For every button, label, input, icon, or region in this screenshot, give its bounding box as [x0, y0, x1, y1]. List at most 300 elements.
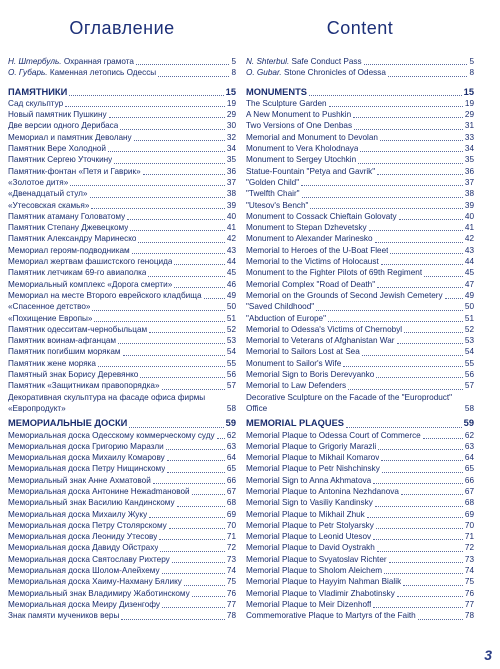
entry-page-number: 33: [464, 132, 474, 142]
toc-entry[interactable]: [246, 509, 474, 520]
entry-title: Decorative Sculpture on the Facade of the "Europroduct" Office: [246, 392, 453, 413]
entry-title: Memorial Plaque to Svyatoslav Richter: [246, 554, 387, 564]
entry-page-number: 46: [226, 279, 236, 289]
toc-entry[interactable]: [246, 392, 474, 415]
entry-page-number: 43: [226, 245, 236, 255]
dot-leader: [418, 619, 463, 620]
entry-page-number: 5: [231, 57, 236, 66]
toc-entry[interactable]: [246, 120, 474, 131]
dot-leader: [397, 343, 463, 344]
toc-section-heading[interactable]: [246, 418, 474, 429]
dot-leader: [354, 129, 463, 130]
toc-entry[interactable]: [8, 441, 236, 452]
toc-entry[interactable]: [246, 233, 474, 244]
dot-leader: [159, 539, 225, 540]
dot-leader: [328, 321, 463, 322]
toc-entry[interactable]: [246, 452, 474, 463]
toc-entry[interactable]: [246, 200, 474, 211]
toc-entry[interactable]: [8, 290, 236, 301]
dot-leader: [373, 539, 463, 540]
dot-leader: [153, 483, 225, 484]
toc-entry[interactable]: [8, 531, 236, 542]
entry-title: Новый памятник Пушкину: [8, 110, 107, 120]
entry-page-number: 71: [464, 532, 474, 542]
entry-page-number: 8: [231, 68, 236, 78]
toc-entry[interactable]: [246, 279, 474, 290]
toc-section-heading[interactable]: [8, 418, 236, 429]
entry-page-number: 40: [226, 211, 236, 221]
toc-entry[interactable]: [246, 475, 474, 486]
toc-entry[interactable]: [8, 109, 236, 120]
dot-leader: [375, 506, 463, 507]
dot-leader: [120, 129, 225, 130]
dot-leader: [167, 472, 225, 473]
toc-entry[interactable]: [8, 430, 236, 441]
toc-entry[interactable]: [8, 358, 236, 369]
toc-entry[interactable]: [8, 166, 236, 177]
entry-page-number: 31: [464, 121, 474, 131]
toc-entry[interactable]: [246, 324, 474, 335]
entry-title: Memorial on the Grounds of Second Jewish Cemetery: [246, 290, 443, 300]
entry-title: «Двенадцатый стул»: [8, 189, 88, 199]
toc-entry[interactable]: [246, 222, 474, 233]
toc-entry[interactable]: [246, 599, 474, 610]
toc-entry[interactable]: [8, 188, 236, 199]
toc-entry[interactable]: [8, 599, 236, 610]
entry-page-number: 65: [464, 464, 474, 474]
entry-page-number: 69: [464, 509, 474, 519]
toc-entry[interactable]: [246, 256, 474, 267]
entry-page-number: 50: [226, 302, 236, 312]
entry-page-number: 47: [464, 279, 474, 289]
entry-title-text: Safe Conduct Pass: [291, 57, 362, 66]
toc-entry[interactable]: [246, 358, 474, 369]
toc-entry[interactable]: [246, 143, 474, 154]
entry-page-number: 62: [226, 430, 236, 440]
entry-page-number: 38: [464, 189, 474, 199]
entry-page-number: 45: [464, 268, 474, 278]
entry-title: [8, 67, 156, 78]
toc-entry[interactable]: [8, 565, 236, 576]
toc-entry[interactable]: [8, 576, 236, 587]
dot-leader: [362, 355, 463, 356]
entry-title: Мемориальная доска Петру Нищинскому: [8, 464, 166, 474]
dot-leader: [138, 242, 224, 243]
entry-title: «Утесовская скамья»: [8, 200, 90, 210]
toc-entry[interactable]: [8, 301, 236, 312]
entry-title: Памятник Вере Холодной: [8, 144, 107, 154]
entry-title: Памятник воинам-афганцам: [8, 336, 117, 346]
toc-column-russian: [8, 0, 236, 622]
entry-title: ПАМЯТНИКИ: [8, 86, 68, 97]
toc-entry[interactable]: [8, 380, 236, 391]
toc-entry[interactable]: [246, 486, 474, 497]
toc-intro-entry[interactable]: [8, 56, 236, 67]
entry-title: Мемориальная доска Михаилу Комарову: [8, 453, 165, 463]
entry-title: Мемориальная доска Михаилу Жуку: [8, 509, 148, 519]
entry-page-number: 66: [464, 475, 474, 485]
dot-leader: [123, 355, 225, 356]
dot-leader: [177, 506, 225, 507]
dot-leader: [397, 596, 463, 597]
entry-title: "Utesov's Bench": [246, 200, 309, 210]
toc-entry[interactable]: [246, 290, 474, 301]
entry-title: Memorial Plaque to Sholom Aleichem: [246, 566, 383, 576]
dot-leader: [381, 264, 463, 265]
entry-page-number: 36: [464, 166, 474, 176]
toc-entry[interactable]: [246, 554, 474, 565]
entry-page-number: 35: [226, 155, 236, 165]
toc-entry[interactable]: [8, 267, 236, 278]
toc-entry[interactable]: [8, 610, 236, 621]
entry-title: Мемориальная доска Святославу Рихтеру: [8, 554, 170, 564]
entry-title: Памятник Александру Маринеско: [8, 234, 137, 244]
entry-author: O. Gubar.: [246, 68, 282, 78]
toc-entry[interactable]: [8, 313, 236, 324]
entry-title: Памятник атаману Головатому: [8, 211, 126, 221]
spacer: [8, 79, 236, 83]
toc-intro-entry[interactable]: [8, 67, 236, 78]
toc-entry[interactable]: [8, 475, 236, 486]
dot-leader: [358, 163, 463, 164]
entry-page-number: 77: [464, 599, 474, 609]
dot-leader: [388, 76, 468, 77]
dot-leader: [70, 185, 225, 186]
entry-page-number: 40: [464, 211, 474, 221]
toc-entry[interactable]: [8, 369, 236, 380]
entry-page-number: 76: [226, 588, 236, 598]
toc-entry[interactable]: [246, 154, 474, 165]
dot-leader: [382, 472, 463, 473]
dot-leader: [166, 449, 225, 450]
entry-title: Мемориальный знак Анне Ахматовой: [8, 475, 151, 485]
dot-leader: [360, 151, 462, 152]
entry-title: Памятник летчикам 69-го авиаполка: [8, 268, 147, 278]
entry-title: Мемориал жертвам фашистского геноцида: [8, 257, 173, 267]
toc-entry[interactable]: [246, 98, 474, 109]
dot-leader: [130, 230, 225, 231]
toc-entry[interactable]: [246, 576, 474, 587]
entry-page-number: 35: [464, 155, 474, 165]
entry-title: Знак памяти мучеников веры: [8, 611, 120, 621]
dot-leader: [424, 276, 463, 277]
dot-leader: [92, 310, 224, 311]
dot-leader: [143, 174, 225, 175]
toc-entry[interactable]: [8, 132, 236, 143]
toc-entry[interactable]: [8, 98, 236, 109]
entry-title: "Saved Childhood": [246, 302, 315, 312]
toc-entry[interactable]: [8, 497, 236, 508]
toc-entry[interactable]: [8, 324, 236, 335]
dot-leader: [309, 95, 462, 96]
entry-page-number: 51: [464, 313, 474, 323]
entry-page-number: 75: [464, 577, 474, 587]
entry-title: Memorial Sign to Boris Derevyanko: [246, 370, 375, 380]
entry-title: Декоративная скульптура на фасаде офиса фирмы «Европродукт»: [8, 392, 206, 413]
entry-page-number: 56: [464, 370, 474, 380]
dot-leader: [401, 494, 463, 495]
toc-entry[interactable]: [246, 588, 474, 599]
dot-leader: [381, 460, 463, 461]
entry-title: Memorial Plaque to Mikhail Komarov: [246, 453, 380, 463]
dot-leader: [136, 64, 230, 65]
entry-title: «Похищение Европы»: [8, 313, 93, 323]
entry-title: Monument to Vera Kholodnaya: [246, 144, 359, 154]
toc-entry[interactable]: [8, 346, 236, 357]
entry-title-text: Stone Chronicles of Odessa: [283, 68, 386, 78]
entry-title: Мемориальный знак Василию Кандинскому: [8, 498, 175, 508]
entry-title: "Golden Child": [246, 177, 300, 187]
toc-entry[interactable]: [246, 380, 474, 391]
entry-page-number: 5: [469, 57, 474, 66]
dot-leader: [160, 551, 224, 552]
dot-leader: [301, 185, 463, 186]
toc-entry[interactable]: [8, 542, 236, 553]
entry-page-number: 67: [226, 486, 236, 496]
dot-leader: [377, 287, 463, 288]
entry-title: Memorial to the Victims of Holocaust: [246, 257, 379, 267]
entry-title: Memorial Plaque to Petr Nishchinsky: [246, 464, 380, 474]
entry-page-number: 42: [464, 234, 474, 244]
entry-title: Памятник погибшим морякам: [8, 347, 121, 357]
entry-page-number: 74: [464, 566, 474, 576]
dot-leader: [376, 377, 463, 378]
toc-entry[interactable]: [246, 346, 474, 357]
entry-author: Н. Штербуль.: [8, 57, 62, 66]
toc-entry[interactable]: [246, 109, 474, 120]
entry-title: Мемориальный знак Владимиру Жаботинскому: [8, 588, 190, 598]
dot-leader: [162, 607, 225, 608]
entry-page-number: 53: [464, 336, 474, 346]
entry-page-number: 56: [226, 370, 236, 380]
toc-entry[interactable]: [246, 211, 474, 222]
entry-title: A New Monument to Pushkin: [246, 110, 352, 120]
entry-page-number: 49: [464, 290, 474, 300]
entry-title: Memorial Plaque to Meir Dizenhoff: [246, 599, 372, 609]
entry-title: Мемориальная доска Леониду Утесову: [8, 532, 158, 542]
toc-entry[interactable]: [8, 463, 236, 474]
toc-entry[interactable]: [246, 166, 474, 177]
dot-leader: [310, 208, 462, 209]
entry-page-number: 32: [226, 132, 236, 142]
toc-entry[interactable]: [8, 335, 236, 346]
toc-entry[interactable]: [246, 301, 474, 312]
toc-entry[interactable]: [246, 430, 474, 441]
toc-section-heading[interactable]: [8, 87, 236, 98]
dot-leader: [167, 460, 225, 461]
entry-title: Monument to Sailor's Wife: [246, 358, 342, 368]
entry-page-number: 65: [226, 464, 236, 474]
entry-title: MONUMENTS: [246, 86, 307, 97]
dot-leader: [184, 585, 225, 586]
entry-page-number: 57: [226, 381, 236, 391]
dot-leader: [174, 264, 224, 265]
entry-page-number: 30: [226, 121, 236, 131]
toc-section-heading[interactable]: [246, 87, 474, 98]
entry-title: «Золотое дитя»: [8, 177, 69, 187]
toc-entry[interactable]: [8, 177, 236, 188]
toc-intro-entry[interactable]: [246, 67, 474, 78]
page-title: Оглавление: [69, 17, 175, 38]
toc-entry[interactable]: [8, 588, 236, 599]
toc-entry[interactable]: [246, 610, 474, 621]
toc-intro-entry[interactable]: [246, 56, 474, 67]
entry-page-number: 42: [226, 234, 236, 244]
entry-title: Memorial Plaque to Petr Stolyarsky: [246, 520, 374, 530]
entry-page-number: 34: [226, 144, 236, 154]
entry-title: Мемориальная доска Григорию Маразли: [8, 441, 164, 451]
dot-leader: [376, 528, 463, 529]
toc-entries: [246, 56, 474, 622]
dot-leader: [329, 106, 463, 107]
entry-page-number: 19: [464, 98, 474, 108]
entry-title-text: Охранная грамота: [63, 57, 134, 66]
entry-title: Memorial Plaque to Grigoriy Marazli: [246, 441, 377, 451]
entry-page-number: 37: [464, 177, 474, 187]
entry-title: Memorial Complex "Road of Death": [246, 279, 376, 289]
entry-title: Мемориал героям-подводникам: [8, 245, 130, 255]
entry-title: Memorial Plaque to Vladimir Zhabotinsky: [246, 588, 395, 598]
entry-title: Памятник жене моряка: [8, 358, 96, 368]
entry-title: Monument to Sergey Utochkin: [246, 155, 357, 165]
entry-page-number: 43: [464, 245, 474, 255]
entry-page-number: 69: [226, 509, 236, 519]
entry-page-number: 70: [464, 520, 474, 530]
dot-leader: [378, 449, 463, 450]
entry-page-number: 54: [226, 347, 236, 357]
dot-leader: [302, 197, 463, 198]
entry-title: Memorial Plaque to Odessa Court of Commerce: [246, 430, 421, 440]
dot-leader: [316, 310, 463, 311]
toc-entry[interactable]: [246, 531, 474, 542]
entry-page-number: 52: [226, 324, 236, 334]
toc-entry[interactable]: [8, 154, 236, 165]
dot-leader: [174, 287, 225, 288]
dot-leader: [108, 151, 225, 152]
dot-leader: [217, 438, 225, 439]
entry-page-number: 15: [225, 86, 236, 97]
toc-entry[interactable]: [246, 497, 474, 508]
entry-title: Памятник Степану Джевецкому: [8, 223, 129, 233]
toc-entry[interactable]: [246, 188, 474, 199]
entry-page-number: 52: [464, 324, 474, 334]
dot-leader: [192, 596, 225, 597]
toc-entry[interactable]: [246, 335, 474, 346]
dot-leader: [390, 253, 462, 254]
toc-entry[interactable]: [246, 441, 474, 452]
toc-entry[interactable]: [8, 222, 236, 233]
entry-page-number: 74: [226, 566, 236, 576]
dot-leader: [375, 242, 463, 243]
dot-leader: [169, 528, 225, 529]
dot-leader: [404, 332, 463, 333]
dot-leader: [384, 573, 463, 574]
entry-page-number: 36: [226, 166, 236, 176]
dot-leader: [403, 585, 463, 586]
entry-title: Monument to Stepan Dzhevetsky: [246, 223, 367, 233]
toc-entry[interactable]: [246, 565, 474, 576]
entry-page-number: 70: [226, 520, 236, 530]
toc-entry[interactable]: [246, 520, 474, 531]
entry-title: «Спасенное детство»: [8, 302, 91, 312]
dot-leader: [91, 208, 225, 209]
toc-entry[interactable]: [8, 245, 236, 256]
entry-title: Памятник Сергею Уточкину: [8, 155, 113, 165]
toc-entry[interactable]: [8, 509, 236, 520]
entry-title: Memorial Plaque to Antonina Nezhdanova: [246, 486, 399, 496]
toc-title-block: [246, 0, 474, 56]
entry-author: О. Губарь.: [8, 68, 48, 78]
dot-leader: [162, 389, 225, 390]
toc-entry[interactable]: [246, 369, 474, 380]
toc-entry[interactable]: [246, 132, 474, 143]
toc-entry[interactable]: [8, 233, 236, 244]
toc-entry[interactable]: [246, 177, 474, 188]
entry-title: Мемориальная доска Хаиму-Нахману Бялику: [8, 577, 182, 587]
toc-entry[interactable]: [8, 452, 236, 463]
toc-entry[interactable]: [8, 486, 236, 497]
entry-page-number: 45: [226, 268, 236, 278]
toc-entry[interactable]: [246, 542, 474, 553]
entry-page-number: 44: [226, 257, 236, 267]
toc-entry[interactable]: [8, 256, 236, 267]
toc-entry[interactable]: [246, 267, 474, 278]
toc-entry[interactable]: [8, 554, 236, 565]
dot-leader: [149, 517, 225, 518]
entry-page-number: 64: [464, 453, 474, 463]
dot-leader: [69, 95, 223, 96]
entry-title: [246, 56, 362, 67]
entry-page-number: 72: [226, 543, 236, 553]
toc-entry[interactable]: [8, 211, 236, 222]
toc-entry[interactable]: [8, 120, 236, 131]
entry-title: The Sculpture Garden: [246, 98, 327, 108]
entry-title: Мемориальная доска Одесскому коммерческому суду: [8, 430, 215, 440]
toc-entry[interactable]: [8, 200, 236, 211]
entry-title: "Twelfth Chair": [246, 189, 300, 199]
dot-leader: [399, 219, 463, 220]
dot-leader: [148, 276, 224, 277]
toc-entry[interactable]: [8, 392, 236, 415]
entry-title: Memorial Sign to Anna Akhmatova: [246, 475, 372, 485]
entry-page-number: 75: [226, 577, 236, 587]
entry-page-number: 55: [464, 358, 474, 368]
entry-title: "Abduction of Europe": [246, 313, 327, 323]
dot-leader: [343, 366, 463, 367]
entry-page-number: 34: [464, 144, 474, 154]
toc-entry[interactable]: [8, 520, 236, 531]
dot-leader: [121, 619, 225, 620]
entry-page-number: 58: [226, 403, 236, 413]
entry-title: Две версии одного Дерибаса: [8, 121, 119, 131]
toc-title-block: [8, 0, 236, 56]
dot-leader: [348, 389, 463, 390]
entry-title: Памятник-фонтан «Петя и Гаврик»: [8, 166, 141, 176]
entry-title: Statue-Fountain "Petya and Gavrik": [246, 166, 376, 176]
entry-title: MEMORIAL PLAQUES: [246, 418, 344, 429]
entry-page-number: 49: [226, 290, 236, 300]
toc-entry[interactable]: [246, 313, 474, 324]
entry-page-number: 63: [464, 441, 474, 451]
toc-entry[interactable]: [8, 143, 236, 154]
entry-title: Memorial to Sailors Lost at Sea: [246, 347, 360, 357]
toc-entry[interactable]: [8, 279, 236, 290]
toc-entry[interactable]: [246, 245, 474, 256]
dot-leader: [140, 377, 225, 378]
dot-leader: [377, 551, 463, 552]
toc-entry[interactable]: [246, 463, 474, 474]
entry-title: [8, 56, 134, 67]
